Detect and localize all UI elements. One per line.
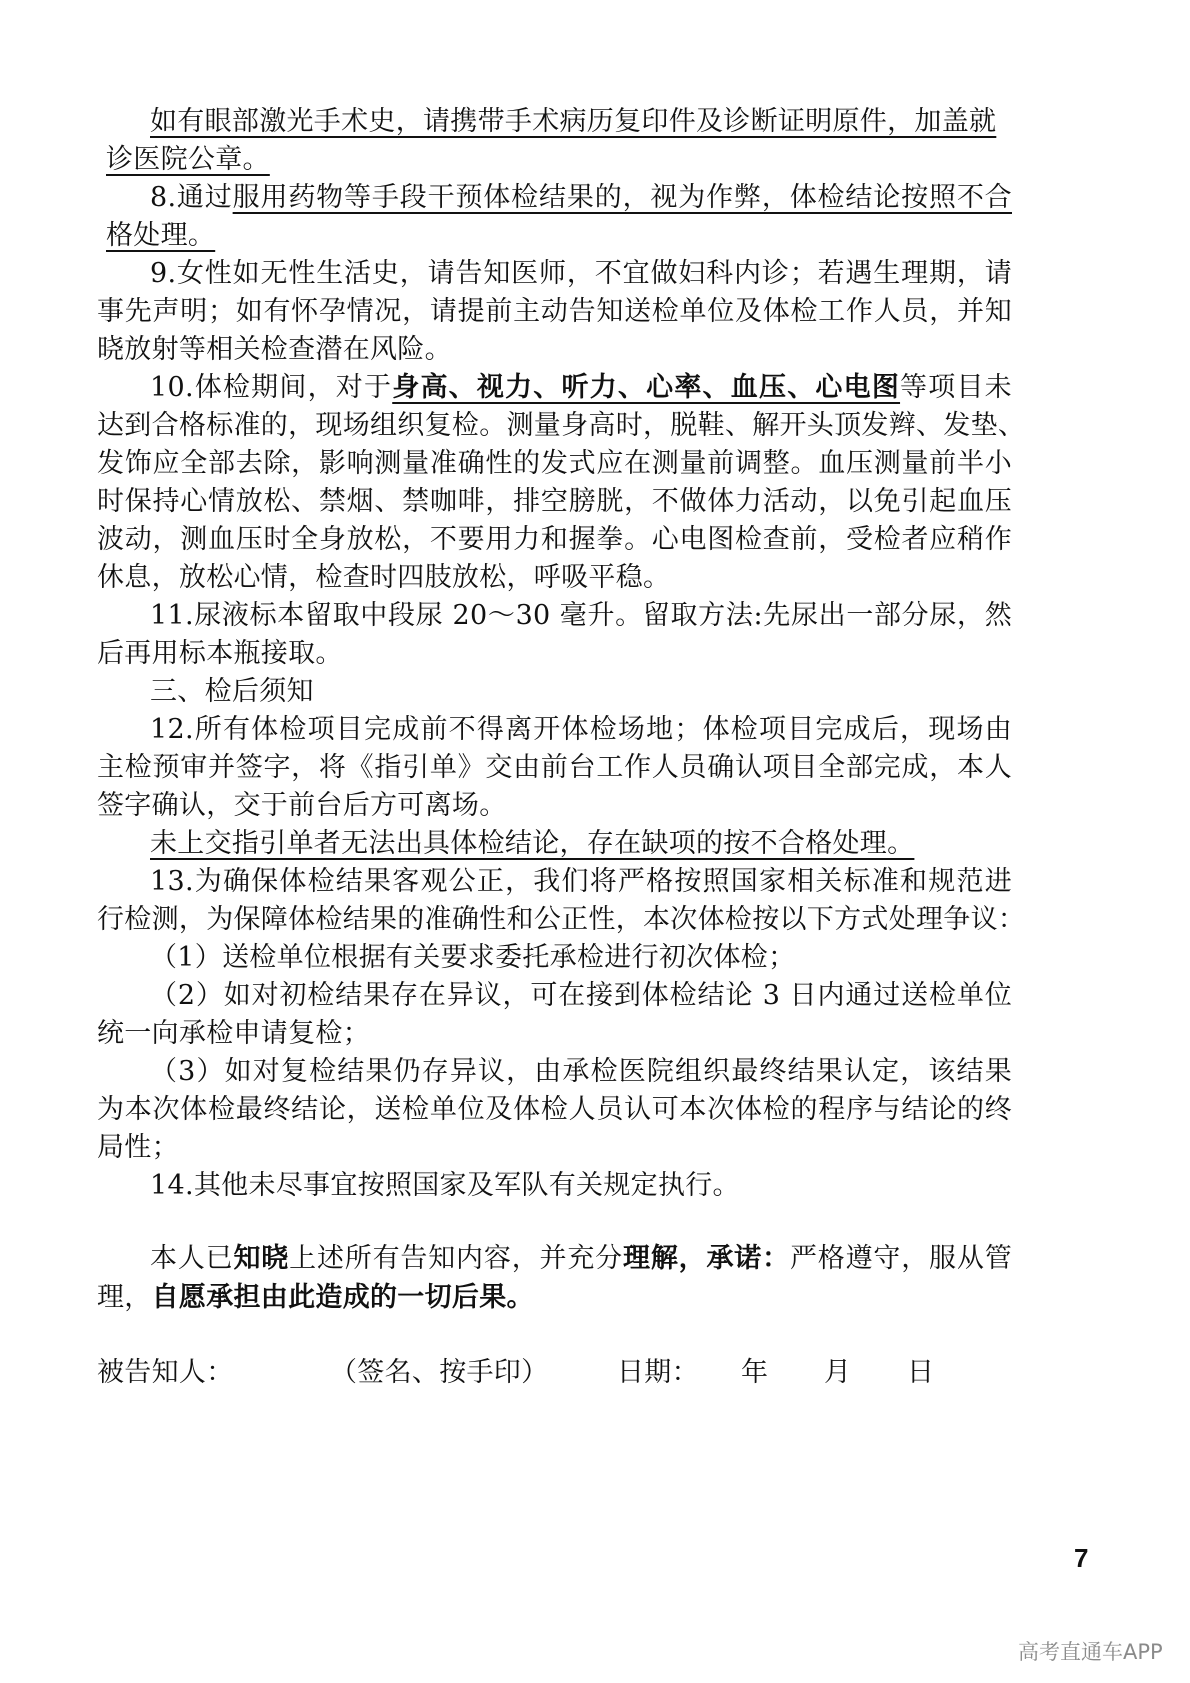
text-line [150,864,1012,900]
text-line [106,142,270,178]
notified-person-label: 被告知人： [97,1357,234,1388]
pledge-bold-text: 自愿承担由此造成的一切后果。 [151,1282,534,1313]
line-text: 主检预审并签字，将《指引单》交由前台工作人员确认项目全部完成，本人 [97,752,1012,783]
pledge-text: 理， [97,1282,152,1313]
bold-underlined-text: 身高、视力、听力、心率、血压、心电图 [392,372,901,403]
signature-hint: （签名、按手印） [330,1357,549,1388]
line-text: 统一向承检申请复检； [97,1018,370,1049]
pledge-text: 上述所有告知内容，并充分 [289,1243,623,1274]
line-text: 诊医院公章。 [106,144,270,175]
line-prefix: 8.通过 [150,182,233,213]
line-text: 波动，测血压时全身放松，不要用力和握拳。心电图检查前，受检者应稍作 [97,524,1012,555]
text-line [150,598,1012,634]
text-line [97,294,1012,330]
line-text: 如有眼部激光手术史，请携带手术病历复印件及诊断证明原件，加盖就 [150,106,997,137]
line-text: 时保持心情放松、禁烟、禁咖啡，排空膀胱，不做体力活动，以免引起血压 [97,486,1012,517]
pledge-line [97,1280,534,1316]
watermark: 高考直通车APP [1018,1640,1163,1664]
line-text: 行检测，为保障体检结果的准确性和公正性，本次体检按以下方式处理争议： [97,904,1026,935]
text-line [97,332,452,368]
date-month-label: 月 [824,1357,852,1388]
text-line [97,522,1012,558]
text-line [97,636,343,672]
text-line [97,446,1012,482]
pledge-bold-text: 理解，承诺： [623,1243,790,1274]
line-text: 12.所有体检项目完成前不得离开体检场地；体检项目完成后，现场由 [150,714,1012,745]
text-line [150,104,1012,140]
line-text: （1）送检单位根据有关要求委托承检进行初次体检； [150,942,796,973]
text-line [97,1016,370,1052]
line-text: （2）如对初检结果存在异议，可在接到体检结论 3 日内通过送检单位 [150,980,1012,1011]
text-line [97,902,1026,938]
text-line [97,788,507,824]
text-line [97,560,670,596]
line-text: 晓放射等相关检查潜在风险。 [97,334,452,365]
line-text: 发饰应全部去除，影响测量准确性的发式应在测量前调整。血压测量前半小 [97,448,1012,479]
text-line [150,826,914,862]
text-line [150,978,1012,1014]
line-text: （3）如对复检结果仍存异议，由承检医院组织最终结果认定，该结果 [150,1056,1012,1087]
line-suffix: 等项目未 [900,372,1012,403]
text-line [97,1092,1012,1128]
page-number: 7 [1074,1543,1089,1573]
text-line [150,1168,740,1204]
text-line [97,1130,179,1166]
text-line [150,180,1012,216]
line-text: 局性； [97,1132,179,1163]
pledge-text: 严格遵守，服从管 [789,1243,1012,1274]
date-label: 日期： [617,1357,699,1388]
pledge-line [150,1241,1012,1277]
line-text: 签字确认，交于前台后方可离场。 [97,790,507,821]
text-line [150,370,1012,406]
pledge-bold-text: 知晓 [233,1243,290,1274]
line-text: 达到合格标准的，现场组织复检。测量身高时，脱鞋、解开头顶发辫、发垫、 [97,410,1026,441]
date-day-label: 日 [907,1357,935,1388]
line-text: 14.其他未尽事宜按照国家及军队有关规定执行。 [150,1170,740,1201]
line-text: 休息，放松心情，检查时四肢放松，呼吸平稳。 [97,562,671,593]
text-line [150,940,795,976]
line-text: 9.女性如无性生活史，请告知医师，不宜做妇科内诊；若遇生理期，请 [150,258,1012,289]
line-text: 事先声明；如有怀孕情况，请提前主动告知送检单位及体检工作人员，并知 [97,296,1012,327]
text-line [150,256,1012,292]
line-prefix: 10.体检期间，对于 [150,372,393,403]
heading-text: 三、检后须知 [150,676,314,707]
underlined-text: 服用药物等手段干预体检结果的，视为作弊，体检结论按照不合 [232,182,1012,213]
line-text: 为本次体检最终结论，送检单位及体检人员认可本次体检的程序与结论的终 [97,1094,1012,1125]
line-text: 格处理。 [106,220,216,251]
signature-row [0,1355,1190,1391]
text-line [97,484,1012,520]
text-line [150,712,1012,748]
text-line [97,750,1012,786]
section-heading [150,674,314,710]
pledge-text: 本人已 [150,1243,234,1274]
date-year-label: 年 [741,1357,769,1388]
line-text: 后再用标本瓶接取。 [97,638,343,669]
text-line [106,218,215,254]
line-text: 11.尿液标本留取中段尿 20～30 毫升。留取方法:先尿出一部分尿，然 [150,600,1012,631]
text-line [97,408,1026,444]
line-text: 13.为确保体检结果客观公正，我们将严格按照国家相关标准和规范进 [150,866,1012,897]
text-line [150,1054,1012,1090]
line-text: 未上交指引单者无法出具体检结论，存在缺项的按不合格处理。 [150,828,915,859]
